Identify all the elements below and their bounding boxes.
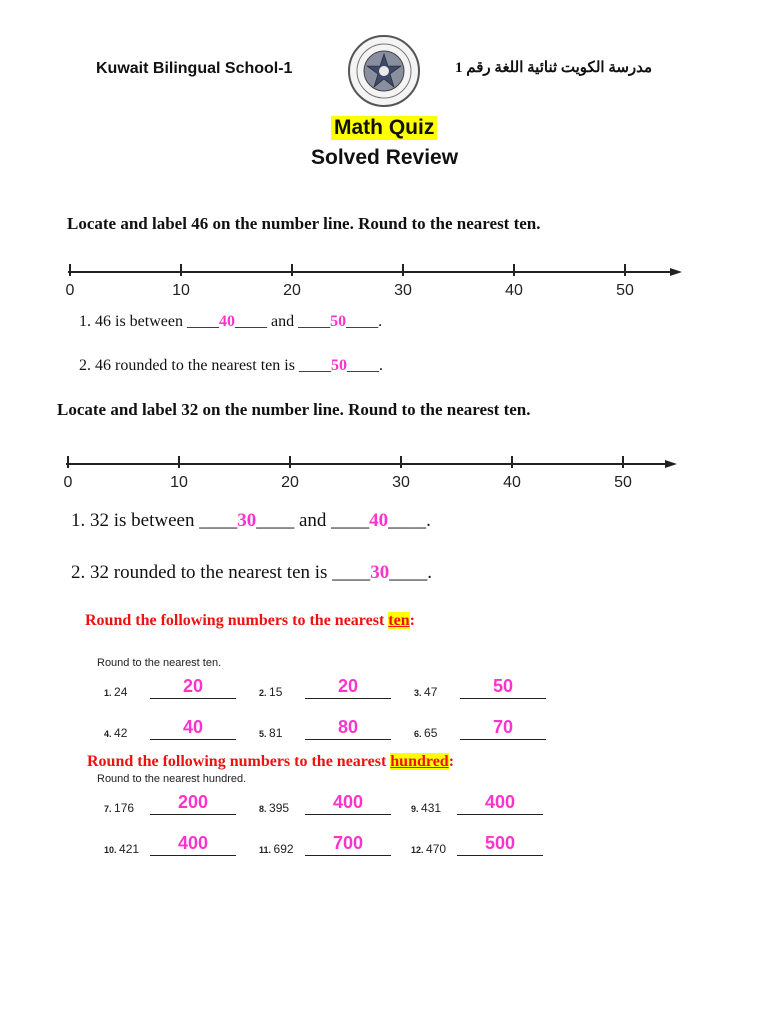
answer-value: 40	[218, 313, 235, 330]
answer-blank	[305, 739, 391, 740]
answer-blank	[305, 814, 391, 815]
answer-blank	[150, 855, 236, 856]
section1-question-2: 2. 46 rounded to the nearest ten is ____50____.	[79, 357, 383, 374]
tick-label: 50	[616, 282, 634, 298]
rounding-answer: 200	[177, 792, 209, 812]
section2-instruction: Locate and label 32 on the number line. Round to the nearest ten.	[57, 400, 531, 419]
rounding-answer: 50	[492, 676, 514, 696]
answer-blank	[150, 698, 236, 699]
rounding-answer: 400	[332, 792, 364, 812]
section2-question-1: 1. 32 is between ____30____ and ____40____.	[71, 510, 431, 531]
rounding-item-label: 3. 47	[414, 685, 438, 699]
answer-blank	[457, 814, 543, 815]
school-name-english: Kuwait Bilingual School-1	[96, 60, 293, 77]
tick-label: 20	[281, 474, 299, 491]
rounding-answer: 40	[182, 717, 204, 737]
section4-sublabel: Round to the nearest hundred.	[97, 773, 247, 785]
tick-label: 10	[172, 282, 190, 298]
section1-instruction: Locate and label 46 on the number line. Round to the nearest ten.	[67, 214, 541, 233]
tick-label: 30	[394, 282, 412, 298]
tick-label: 40	[505, 282, 523, 298]
section3-heading: Round the following numbers to the nearest ten:	[85, 612, 415, 629]
tick-label: 20	[283, 282, 301, 298]
rounding-answer: 20	[337, 676, 359, 696]
rounding-item-label: 11. 692	[259, 842, 294, 856]
rounding-item-label: 6. 65	[414, 726, 438, 740]
answer-value: 30	[237, 510, 257, 531]
section3-sublabel: Round to the nearest ten.	[97, 657, 222, 669]
tick-label: 50	[614, 474, 632, 491]
number-line-2	[60, 452, 690, 492]
rounding-answer: 70	[492, 717, 514, 737]
quiz-title: Math Quiz	[331, 116, 437, 140]
section4-heading: Round the following numbers to the nearest hundred:	[87, 753, 455, 770]
answer-value: 50	[330, 313, 347, 330]
rounding-item-label: 7. 176	[104, 801, 135, 815]
rounding-item-label: 8. 395	[259, 801, 290, 815]
tick-label: 0	[63, 474, 73, 491]
rounding-item-label: 2. 15	[259, 685, 283, 699]
answer-value: 40	[369, 510, 389, 531]
section1-question-1: 1. 46 is between ____40____ and ____50____.	[79, 313, 383, 330]
section2-question-2: 2. 32 rounded to the nearest ten is ____30____.	[71, 562, 432, 583]
tick-label: 10	[170, 474, 188, 491]
rounding-item-label: 9. 431	[411, 801, 442, 815]
school-name-arabic: مدرسة الكويت ثنائية اللغة رقم 1	[455, 60, 653, 76]
answer-blank	[305, 855, 391, 856]
quiz-subtitle: Solved Review	[311, 146, 459, 169]
school-seal-logo	[347, 34, 421, 108]
number-line-1	[60, 258, 690, 298]
rounding-answer: 400	[484, 792, 516, 812]
number-line-2-ticks	[64, 456, 632, 491]
rounding-answer: 20	[182, 676, 204, 696]
answer-value: 30	[370, 562, 390, 583]
rounding-answer: 80	[337, 717, 359, 737]
answer-blank	[305, 698, 391, 699]
number-line-1-ticks	[66, 264, 634, 298]
answer-blank	[457, 855, 543, 856]
answer-blank	[150, 739, 236, 740]
answer-blank	[460, 698, 546, 699]
rounding-item-label: 4. 42	[104, 726, 128, 740]
answer-blank	[150, 814, 236, 815]
tick-label: 40	[503, 474, 521, 491]
answer-blank	[460, 739, 546, 740]
rounding-item-label: 10. 421	[104, 842, 140, 856]
rounding-answer: 400	[177, 833, 209, 853]
rounding-answer: 500	[484, 833, 516, 853]
rounding-item-label: 5. 81	[259, 726, 283, 740]
tick-label: 0	[65, 282, 75, 298]
rounding-item-label: 12. 470	[411, 842, 447, 856]
answer-value: 50	[330, 357, 347, 374]
tick-label: 30	[392, 474, 410, 491]
rounding-item-label: 1. 24	[104, 685, 128, 699]
rounding-answer: 700	[332, 833, 364, 853]
